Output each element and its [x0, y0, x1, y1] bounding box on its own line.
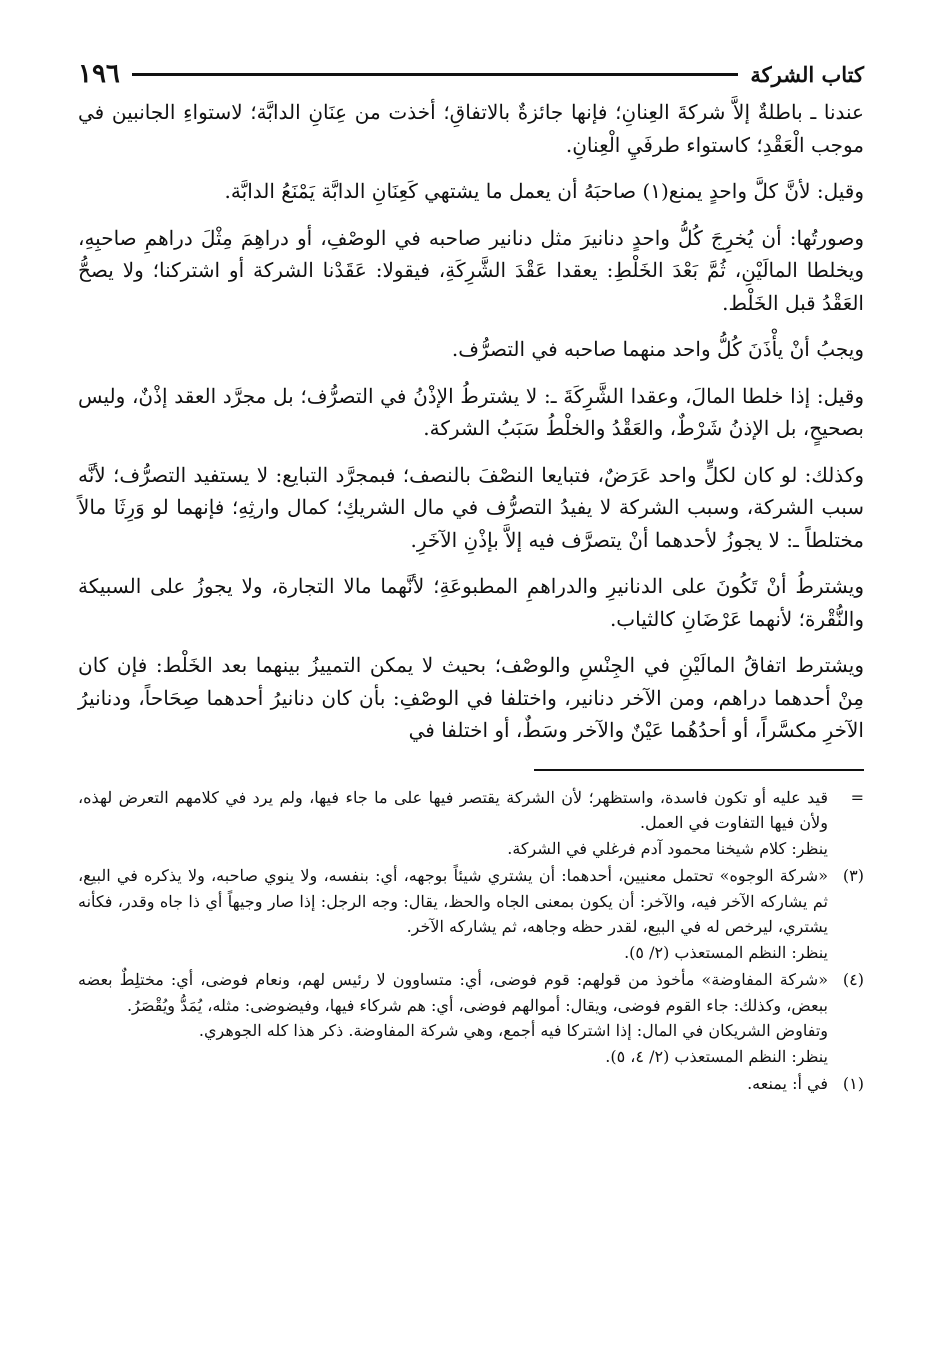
- footnote-text: ينظر: النظم المستعذب (٢/ ٥).: [624, 942, 828, 962]
- page-header: [78, 56, 864, 92]
- footnote: [78, 967, 864, 1069]
- footnotes: [78, 785, 864, 1097]
- paragraph: عندنا ـ باطلةٌ إلاَّ شركةَ العِنانِ؛ فإنها جائزةٌ بالاتفاقِ؛ أخذت من عِنَانِ الدابَّة؛ لاستواءِ الجانبين في موجب الْعَقْدِ؛ كاستواء طرفَيِ الْعِنانِ.: [78, 100, 864, 157]
- footnote-text: وتفاوض الشريكان في المال: إذا اشتركا فيه أجمع، وهي شركة المفاوضة. ذكر هذا كله الجوهري.: [198, 1021, 828, 1040]
- footnote-text: قيد عليه أو تكون فاسدة، واستظهر؛ لأن الشركة يقتصر فيها على ما جاء فيها، ولم يرد في كلامهم التعرض لهذه، ولأن فيها التفاوت في العمل.: [78, 787, 828, 832]
- paragraph: وقيل: إذا خلطا المالَ، وعقدا الشَّرِكَةَ ـ: لا يشترطُ الإذْنُ في التصرُّف؛ بل مجرَّد العقد إذْنٌ، وليس بصحيحٍ، بل الإذنُ شَرْطٌ، والعَقْدُ والخلْطُ سَبَبُ الشركة.: [78, 383, 864, 440]
- footnote-separator: [534, 769, 864, 771]
- book-title: كتاب الشركة: [750, 61, 864, 87]
- page-number: ١٩٦: [78, 59, 120, 89]
- footnote: [78, 785, 864, 862]
- footnote-marker: =: [850, 787, 864, 807]
- paragraph: وصورتُها: أن يُخرِجَ كُلُّ واحدٍ دنانيرَ مثل دنانير صاحبه في الوصْفِ، أو دراهِمَ مِثْلَ دراهمِ صاحبِهِ، ويخلطا المالَيْنِ، ثُمَّ بَعْدَ الخَلْطِ: يعقدا عَقْدَ الشَّرِكَةِ، فيقولا: عَقَدْنا الشركة أو اشتركنا؛ ولا يصحُّ العَقْدُ قبل الخَلْط.: [78, 225, 864, 315]
- footnote: [78, 863, 864, 965]
- paragraph: وقيل: لأنَّ كلَّ واحدٍ يمنع(١) صاحبَهُ أن يعمل ما يشتهي كَعِنَانِ الدابَّة يَمْنَعُ الدابَّة.: [224, 179, 864, 203]
- footnote-text: ينظر: النظم المستعذب (٢/ ٤، ٥).: [605, 1046, 828, 1066]
- main-text: [78, 96, 864, 747]
- footnote-text: «شركة الوجوه» تحتمل معنيين، أحدهما: أن يشتري شيئاً بوجهه، أي: بنفسه، ولا ينوي صاحبه، ولا يذكره في البيع، ثم يشاركه الآخر فيه، والآخر: أن يكون بمعنى الجاه والحظ، يقال: وجه الرجل: إذا صار وجيهاً أي ذا جاه وقدر، فكأنه يشتري، ليرخص له في البيع، لقدر حظه وجاهه، ثم يشاركه الآخر.: [78, 866, 829, 936]
- footnote-marker: (١): [842, 1074, 864, 1093]
- paragraph: ويجبُ أنْ يأْذَنَ كُلُّ واحد منهما صاحبه في التصرُّف.: [451, 337, 864, 361]
- footnote-text: في أ: يمنعه.: [747, 1074, 828, 1093]
- paragraph: ويشترط اتفاقُ المالَيْنِ في الجِنْسِ والوصْف؛ بحيث لا يمكن التمييزُ بينهما بعد الخَلْط: فإن كان مِنْ أحدهما دراهم، ومن الآخر دنانير، واختلفا في الوصْفِ: بأن كان دنانيرُ أحدهما صِحَاحاً، ودنانيرُ الآخرِ مكسَّراً، أو أحدُهُما عَيْنٌ والآخر وسَطٌ، أو اختلفا في: [78, 653, 864, 742]
- footnote-marker: (٤): [842, 970, 864, 989]
- footnote: [78, 1071, 864, 1097]
- paragraph: ويشترطُ أنْ تَكُونَ على الدنانيرِ والدراهمِ المطبوعَةِ؛ لأنَّهما مالا التجارة، ولا يجوزُ على السبيكة والنُّقْرة؛ لأنهما عَرْضَانِ كالثياب.: [78, 574, 864, 631]
- paragraph: وكذلك: لو كان لكلٍّ واحد عَرَضٌ، فتبايعا النصْفَ بالنصف؛ فبمجرَّد التبايع: لا يستفيد التصرُّف؛ لأنَّه سبب الشركة، وسبب الشركة لا يفيدُ التصرُّف في مال الشريكِ؛ كمال وارثِهِ؛ فإنهما لو وَرِثَا مالاً مختلطاً ـ: لا يجوزُ لأحدهما أنْ يتصرَّف فيه إلاَّ بإذْنِ الآخَرِ.: [78, 462, 864, 552]
- footnote-text: ينظر: كلام شيخنا محمود آدم فرغلي في الشركة.: [507, 838, 828, 858]
- footnote-text: «شركة المفاوضة» مأخوذ من قولهم: قوم فوضى، أي: متساوون لا رئيس لهم، ونعام فوضى، أي: مختلِطٌ بعضه ببعض، وكذلك: جاء القوم فوضى، ويقال: أموالهم فوضى، أي: هم شركاء فيها، وفيضوضى: مثله، يُمَدُّ ويُقْصَرُ.: [78, 970, 828, 1015]
- header-rule: [132, 73, 738, 76]
- footnote-marker: (٣): [842, 866, 864, 885]
